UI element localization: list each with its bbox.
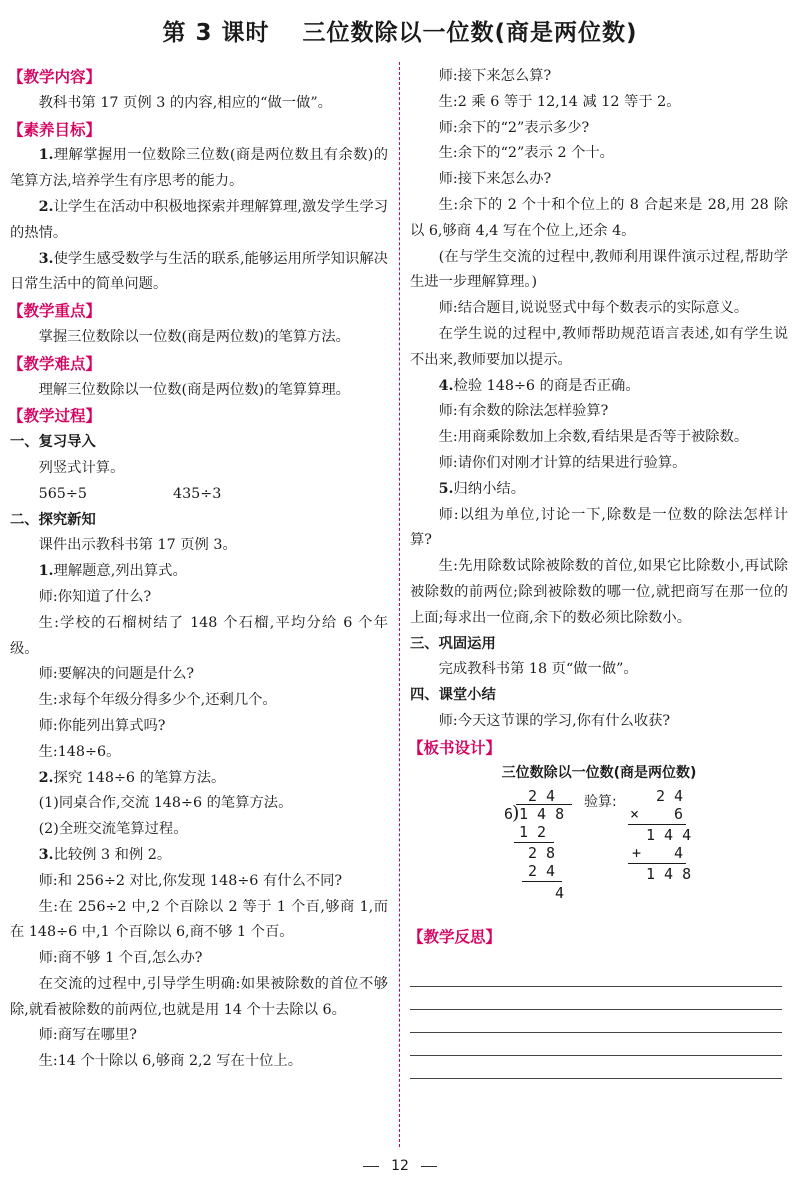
subsection-title: 三、巩固运用 (410, 635, 496, 652)
paragraph: 生:余下的 2 个十和个位上的 8 合起来是 28,用 28 除以 6,够商 4,4 写在个位上,还余 4。 (410, 196, 788, 239)
page-number: 12 (0, 1158, 800, 1174)
paragraph: 师:接下来怎么办? (438, 171, 552, 188)
paragraph: 生:148÷6。 (38, 743, 121, 760)
section-tag-reflection: 【教学反思】 (408, 927, 502, 946)
column-divider (399, 62, 400, 1147)
division-step: 2 8 (528, 843, 556, 862)
paragraph: 列竖式计算。 (38, 459, 125, 476)
paragraph: 生:先用除数试除被除数的首位,如果它比除数小,再试除被除数的前两位;除到被除数的哪一位,就把商写在那一位的上面;每求出一位商,余下的数必须比除数小。 (410, 558, 788, 626)
paragraph: 师:以组为单位,讨论一下,除数是一位数的除法怎样计算? (410, 506, 788, 549)
paragraph: 生:14 个十除以 6,够商 2,2 写在十位上。 (38, 1053, 303, 1070)
paragraph: 师:你能列出算式吗? (38, 717, 166, 734)
check-result: 1 4 8 (646, 864, 692, 883)
paragraph: 师:要解决的问题是什么? (38, 666, 195, 683)
section-tag-process: 【教学过程】 (8, 407, 102, 426)
key-text: 掌握三位数除以一位数(商是两位数)的笔算方法。 (38, 328, 350, 345)
section-tag-board: 【板书设计】 (408, 738, 502, 757)
step-heading: 1.理解题意,列出算式。 (38, 563, 187, 580)
paragraph: (在与学生交流的过程中,教师利用课件演示过程,帮助学生进一步理解算理。) (410, 248, 788, 291)
paragraph: (2)全班交流笔算过程。 (38, 821, 188, 838)
page-title: 第 3 课时 三位数除以一位数(商是两位数) (162, 20, 638, 46)
section-tag-key: 【教学重点】 (8, 302, 102, 321)
reflection-lines (410, 964, 788, 1079)
difficult-text: 理解三位数除以一位数(商是两位数)的笔算算理。 (38, 381, 350, 398)
goal-item (10, 195, 388, 247)
paragraph: 师:商不够 1 个百,怎么办? (38, 950, 203, 967)
paragraph: 生:余下的“2”表示 2 个十。 (438, 145, 614, 162)
paragraph: 师:请你们对刚才计算的结果进行验算。 (438, 454, 687, 471)
right-column (410, 64, 788, 1079)
paragraph: 师:你知道了什么? (38, 588, 152, 605)
paragraph: 师:结合题目,说说竖式中每个数表示的实际意义。 (438, 300, 749, 317)
paragraph: 在交流的过程中,引导学生明确:如果被除数的首位不够除,就看被除数的前两位,也就是用 14 个十去除以 6。 (10, 975, 388, 1018)
paragraph: 师:有余数的除法怎样验算? (438, 403, 609, 420)
check-plus-sign: + (632, 843, 642, 862)
subsection-title: 四、课堂小结 (410, 687, 496, 704)
expression: 435÷3 (172, 485, 222, 502)
check-label: 验算: (584, 793, 617, 810)
left-column (10, 64, 388, 1075)
writing-line[interactable] (410, 964, 782, 987)
check-factor: 6 (674, 804, 684, 823)
goal-number: 2. (38, 198, 54, 215)
writing-line[interactable] (410, 1056, 782, 1079)
division-step: 2 4 (528, 861, 556, 880)
step-heading: 2.探究 148÷6 的笔算方法。 (38, 769, 226, 786)
division-bracket: ) (512, 801, 520, 824)
goal-text: 让学生在活动中积极地探索并理解算理,激发学生学习的热情。 (10, 198, 388, 241)
paragraph: 课件出示教科书第 17 页例 3。 (38, 537, 237, 554)
step-heading: 3.比较例 3 和例 2。 (38, 846, 172, 863)
board-design (410, 784, 788, 924)
goal-number: 3. (38, 250, 54, 267)
paragraph: 在学生说的过程中,教师帮助规范语言表述,如有学生说不出来,教师要加以提示。 (410, 325, 788, 368)
division-line (522, 881, 562, 882)
paragraph: 生:用商乘除数加上余数,看结果是否等于被除数。 (438, 429, 749, 446)
review-expressions (10, 482, 388, 508)
writing-line[interactable] (410, 1010, 782, 1033)
expression: 565÷5 (38, 485, 87, 502)
writing-line[interactable] (410, 1033, 782, 1056)
subsection-title: 二、探究新知 (10, 511, 96, 528)
division-quotient: 2 4 (528, 786, 556, 805)
subsection-title: 一、复习导入 (10, 434, 96, 451)
division-remainder: 4 (555, 883, 565, 902)
section-tag-content: 【教学内容】 (8, 68, 102, 86)
paragraph: 师:余下的“2”表示多少? (438, 119, 590, 136)
step-heading: 5.归纳小结。 (438, 480, 526, 497)
content-text: 教科书第 17 页例 3 的内容,相应的“做一做”。 (38, 94, 332, 111)
paragraph: 师:接下来怎么算? (438, 68, 552, 84)
division-dividend: 1 4 8 (519, 804, 565, 823)
check-product: 1 4 4 (646, 825, 692, 844)
paragraph: (1)同桌合作,交流 148÷6 的笔算方法。 (38, 795, 293, 812)
goal-item (10, 143, 388, 195)
paragraph: 生:在 256÷2 中,2 个百除以 2 等于 1 个百,够商 1,而在 148÷6 中,1 个百除以 6,商不够 1 个百。 (10, 898, 388, 941)
check-factor: 2 4 (656, 786, 684, 805)
check-remainder: 4 (674, 843, 684, 862)
division-divisor: 6 (504, 804, 514, 823)
division-step: 1 2 (519, 822, 547, 841)
board-title: 三位数除以一位数(商是两位数) (501, 764, 697, 781)
goal-number: 1. (38, 147, 54, 164)
paragraph: 生:求每个年级分得多少个,还剩几个。 (38, 692, 277, 709)
paragraph: 师:和 256÷2 对比,你发现 148÷6 有什么不同? (38, 872, 343, 889)
paragraph: 生:学校的石榴树结了 148 个石榴,平均分给 6 个年级。 (10, 614, 388, 657)
paragraph: 师:商写在哪里? (38, 1027, 137, 1044)
goal-text: 使学生感受数学与生活的联系,能够运用所学知识解决日常生活中的简单问题。 (10, 250, 388, 293)
goal-text: 理解掌握用一位数除三位数(商是两位数且有余数)的笔算方法,培养学生有序思考的能力。 (10, 147, 388, 190)
section-tag-goals: 【素养目标】 (8, 120, 102, 139)
section-tag-difficult: 【教学难点】 (8, 354, 102, 373)
writing-line[interactable] (410, 987, 782, 1010)
paragraph: 师:今天这节课的学习,你有什么收获? (438, 712, 671, 729)
goal-item (10, 247, 388, 299)
paragraph: 生:2 乘 6 等于 12,14 减 12 等于 2。 (438, 93, 681, 110)
check-times-sign: × (630, 804, 640, 823)
step-heading: 4.检验 148÷6 的商是否正确。 (438, 377, 640, 394)
paragraph: 完成教科书第 18 页“做一做”。 (438, 661, 638, 678)
